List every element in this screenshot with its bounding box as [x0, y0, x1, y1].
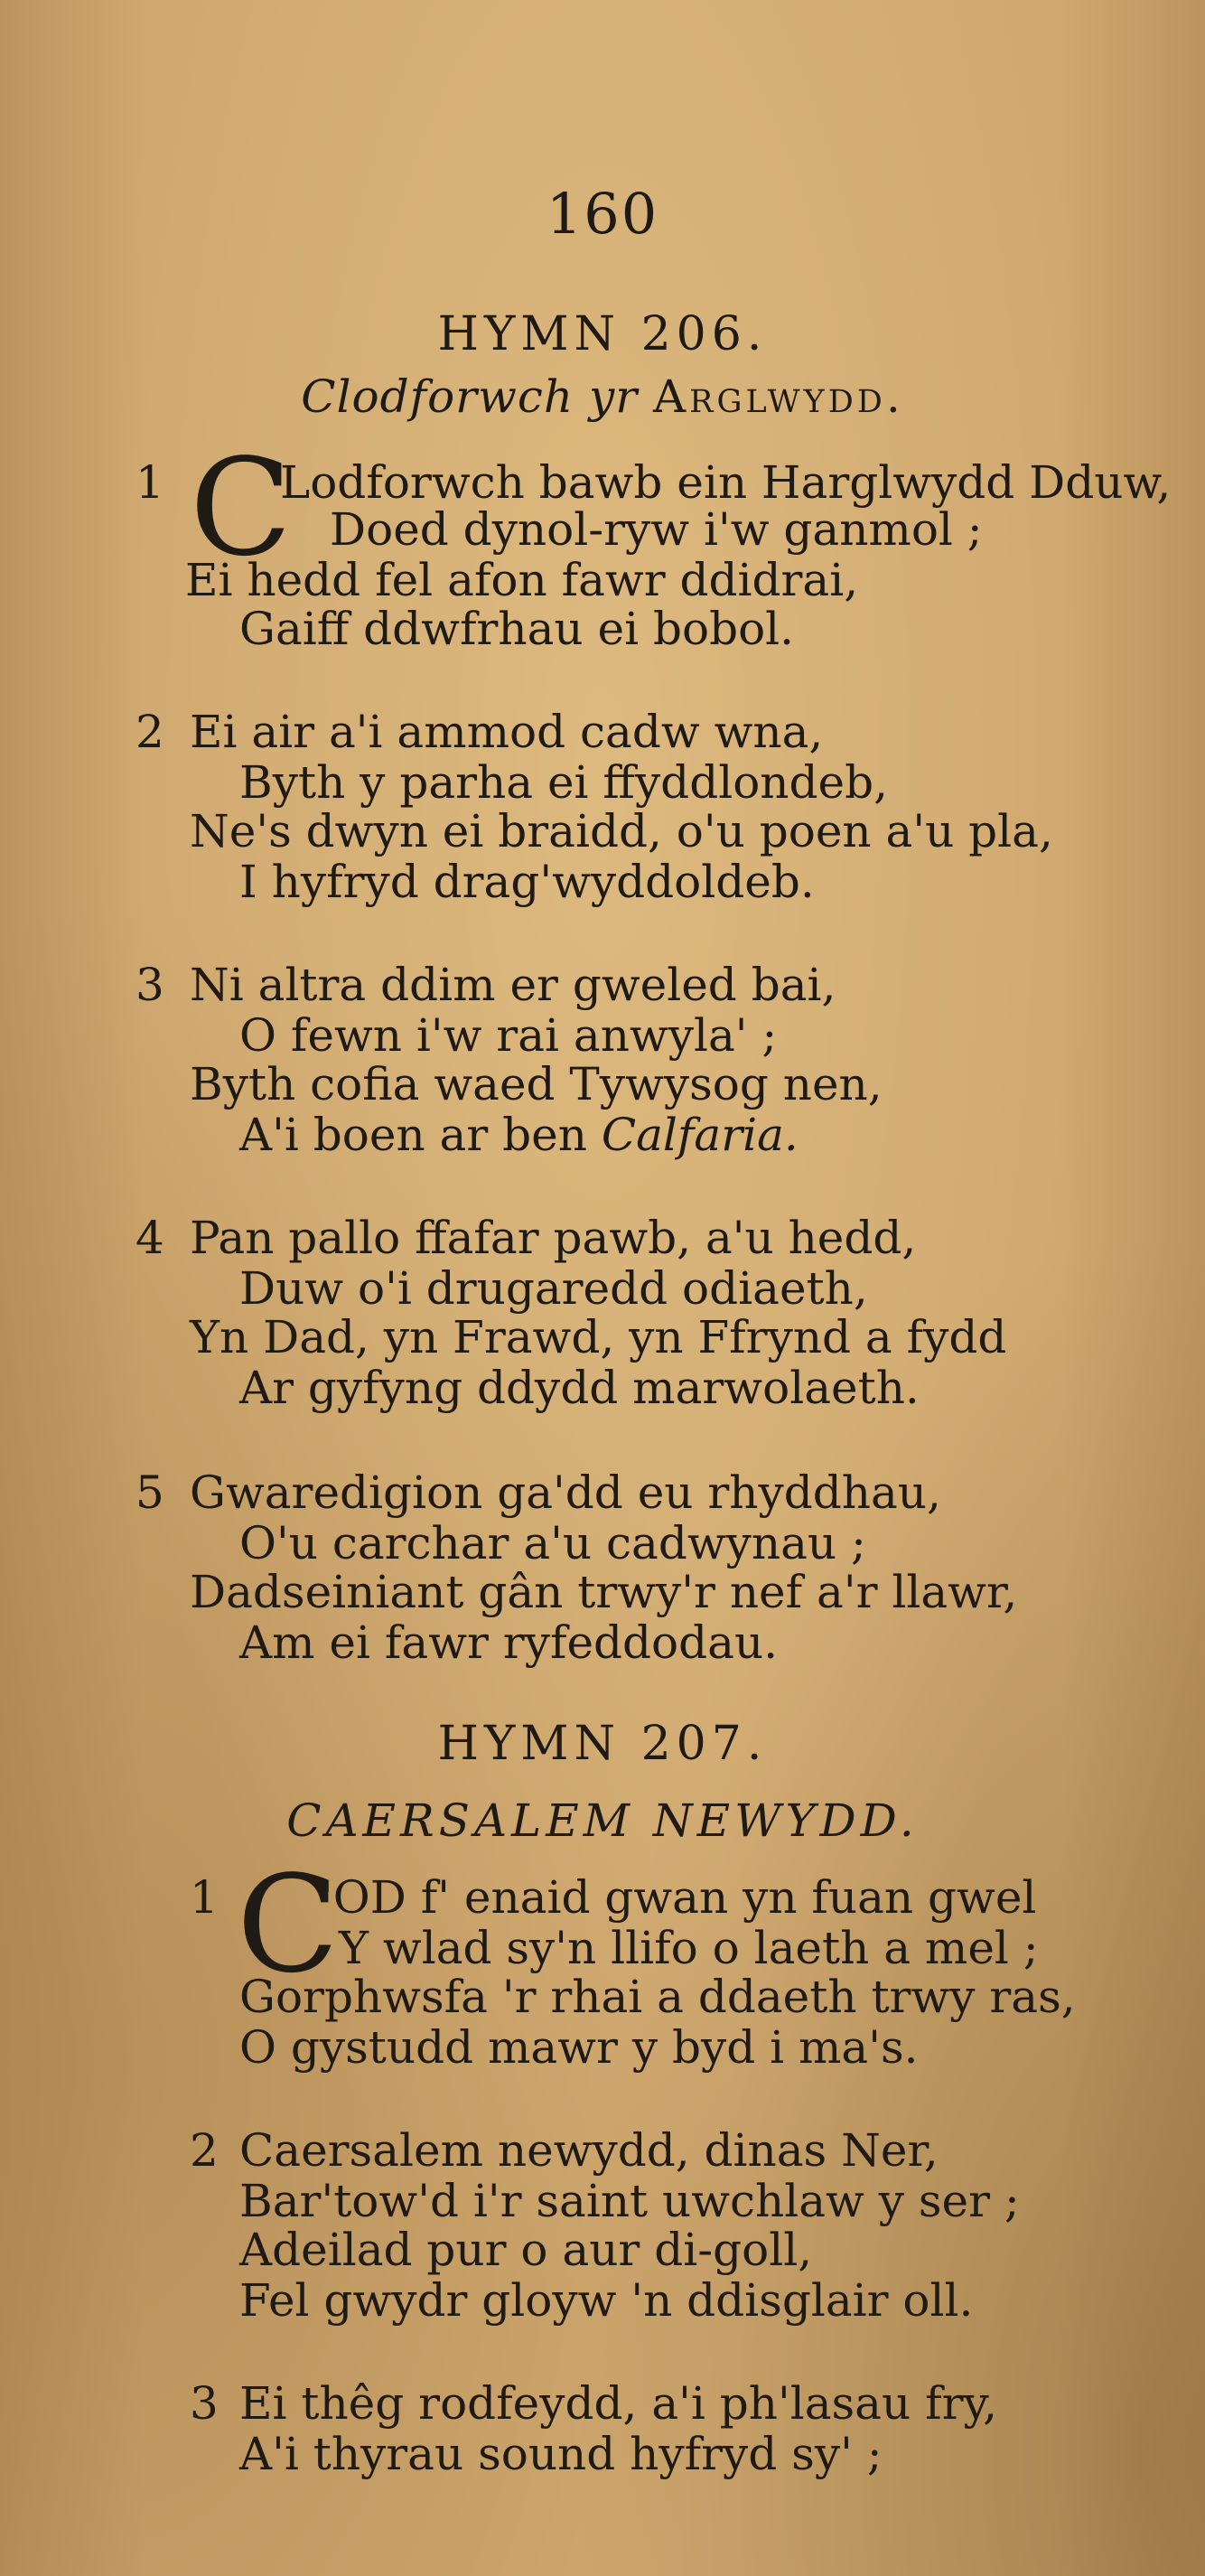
verse-line: O'u carchar a'u cadwynau ; — [239, 1517, 866, 1569]
verse-line — [239, 1108, 799, 1162]
verse-line: Caersalem newydd, dinas Ner, — [239, 2124, 939, 2177]
verse-line: Fel gwydr gloyw 'n ddisglair oll. — [239, 2274, 974, 2327]
hymn-206-subtitle-caps: Arglwydd. — [653, 370, 904, 423]
verse-line: Dadseiniant gân trwy'r nef a'r llawr, — [190, 1566, 1018, 1618]
verse-number: 2 — [190, 2124, 219, 2177]
hymn-206-subtitle-italic: Clodforwch yr — [301, 370, 639, 423]
verse-line: Gaiff ddwfrhau ei bobol. — [239, 603, 795, 655]
verse-line: I hyfryd drag'wyddoldeb. — [239, 856, 815, 908]
verse-number: 3 — [135, 959, 164, 1011]
verse-number: 3 — [190, 2377, 219, 2430]
verse-line: Pan pallo ffafar pawb, a'u hedd, — [190, 1212, 917, 1264]
verse-line: Yn Dad, yn Frawd, yn Ffrynd a fydd — [190, 1311, 1007, 1363]
verse-line: Doed dynol-ryw i'w ganmol ; — [330, 503, 983, 556]
verse-line-italic: Calfaria. — [601, 1109, 799, 1161]
verse-line: Ne's dwyn ei braidd, o'u poen a'u pla, — [190, 805, 1053, 857]
verse-number: 1 — [135, 456, 164, 509]
verse-line: Byth cofia waed Tywysog nen, — [190, 1058, 883, 1110]
verse-line: Ei hedd fel afon fawr ddidrai, — [185, 554, 859, 606]
verse-line: Am ei fawr ryfeddodau. — [239, 1616, 779, 1669]
hymn-206-heading: HYMN 206. — [437, 307, 768, 361]
verse-line: Ei air a'i ammod cadw wna, — [190, 706, 824, 758]
verse-line: Bar'tow'd i'r saint uwchlaw y ser ; — [239, 2175, 1020, 2227]
drop-cap: C — [237, 1847, 340, 2002]
verse-line: Adeilad pur o aur di-goll, — [239, 2224, 813, 2276]
verse-number: 1 — [190, 1871, 219, 1924]
verse-number: 4 — [135, 1212, 164, 1264]
verse-line-text: A'i boen ar ben — [239, 1109, 587, 1161]
verse-line: Gwaredigion ga'dd eu rhyddhau, — [190, 1466, 941, 1519]
verse-line: Lodforwch bawb ein Harglwydd Dduw, — [280, 456, 1172, 509]
verse-number: 2 — [135, 706, 164, 758]
verse-line: Y wlad sy'n llifo o laeth a mel ; — [339, 1922, 1039, 1974]
hymn-207-heading: HYMN 207. — [437, 1717, 768, 1771]
hymn-206-subtitle — [0, 370, 1205, 423]
verse-line: Ei thêg rodfeydd, a'i ph'lasau fry, — [239, 2377, 997, 2430]
verse-line: A'i thyrau sound hyfryd sy' ; — [239, 2428, 883, 2480]
verse-number: 5 — [135, 1466, 164, 1519]
verse-line: Ni altra ddim er gweled bai, — [190, 959, 836, 1011]
verse-line: Gorphwsfa 'r rhai a ddaeth trwy ras, — [239, 1971, 1076, 2023]
verse-line: Duw o'i drugaredd odiaeth, — [239, 1262, 868, 1315]
hymn-207-subtitle-italic: CAERSALEM NEWYDD. — [286, 1794, 919, 1847]
verse-line: 'OD f' enaid gwan yn fuan gwel — [321, 1871, 1037, 1924]
verse-line: Byth y parha ei ffyddlondeb, — [239, 756, 888, 809]
verse-line: O gystudd mawr y byd i ma's. — [239, 2021, 919, 2074]
drop-cap: C — [190, 430, 293, 585]
page-number: 160 — [546, 181, 659, 247]
verse-line: Ar gyfyng ddydd marwolaeth. — [239, 1362, 920, 1414]
verse-line: O fewn i'w rai anwyla' ; — [239, 1009, 778, 1062]
hymn-207-subtitle — [0, 1794, 1205, 1847]
